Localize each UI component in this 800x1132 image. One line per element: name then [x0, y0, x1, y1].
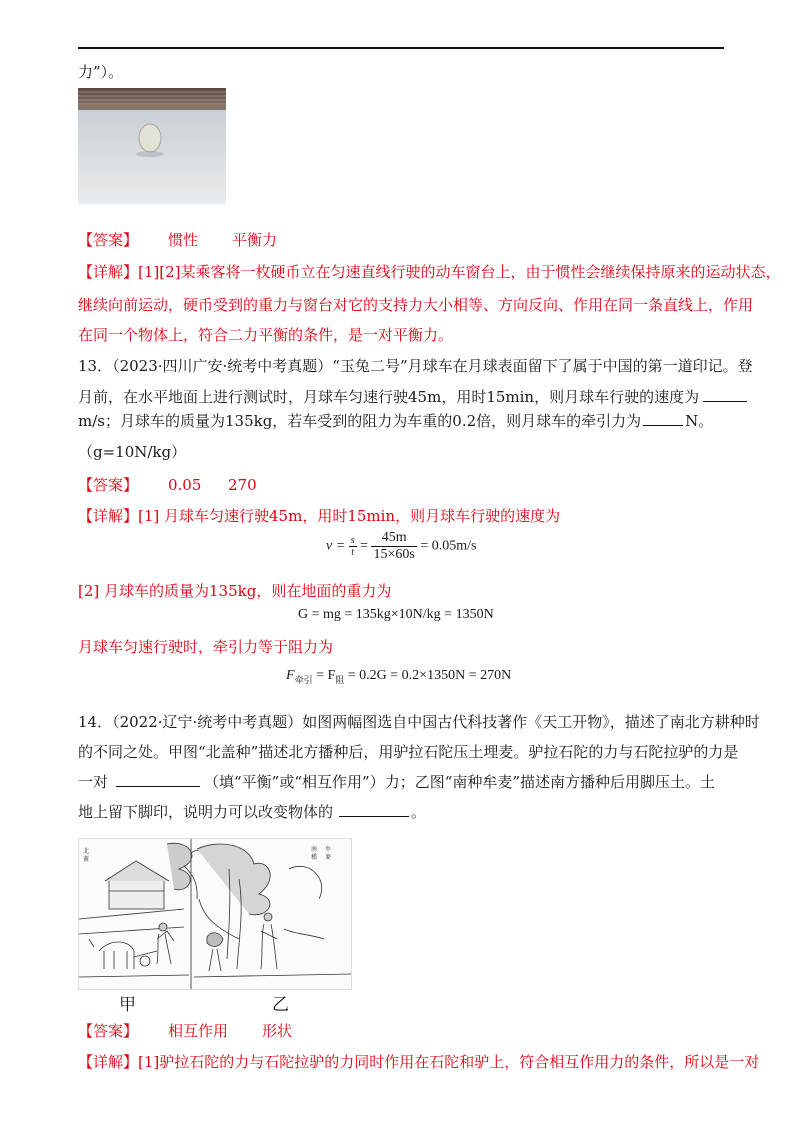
velocity-formula: v = $\frac{s}{t}$ = $\frac{45m}{15\times 60s}$ = 0.05m/s — [326, 530, 477, 562]
svg-text:種: 種 — [311, 854, 318, 861]
q13-answer-row — [78, 475, 138, 495]
q12-answer-row — [78, 230, 138, 250]
caption-yi: 乙 — [272, 995, 289, 1015]
q12-answer-1: 惯性 — [168, 231, 199, 249]
q14-stem-line3: 一对 （填“平衡”或“相互作用”）力；乙图“南种牟麦”描述南方播种后用脚压土。土 — [78, 773, 716, 791]
q14-answer-2: 形状 — [262, 1022, 293, 1040]
caption-jia: 甲 — [119, 995, 136, 1015]
answer-label: 【答案】 — [78, 231, 139, 249]
answer-label: 【答案】 — [78, 476, 139, 494]
q14-stem-line2: 的不同之处。甲图“北盖种”描述北方播种后，用驴拉石陀压土埋麦。驴拉石陀的力与石陀拉驴的力是 — [78, 743, 739, 761]
q14-detail-line1: 【详解】[1]驴拉石陀的力与石陀拉驴的力同时作用在石陀和驴上，符合相互作用力的条件，所以是一对 — [78, 1053, 760, 1071]
q13-answer-1: 0.05 — [168, 476, 202, 494]
svg-text:南: 南 — [311, 846, 318, 853]
q14-answer-row — [78, 1021, 138, 1041]
gravity-formula: G = mg = 135kg×10N/kg = 1350N — [298, 607, 494, 622]
q13-stem-line3: m/s；月球车的质量为135kg，若车受到的阻力为车重的0.2倍，则月球车的牵引力为 N。 — [78, 412, 714, 430]
svg-text:蓋: 蓋 — [83, 856, 90, 863]
answer-blank[interactable] — [643, 411, 683, 426]
answer-blank[interactable] — [116, 772, 200, 787]
answer-blank[interactable] — [339, 802, 409, 817]
q13-detail-2: [2] 月球车的质量为135kg，则在地面的重力为 — [78, 582, 392, 600]
q13-answer-2: 270 — [228, 476, 257, 494]
q14-answer-1: 相互作用 — [168, 1022, 229, 1040]
q13-detail-1: 【详解】[1] 月球车匀速行驶45m，用时15min，则月球车行驶的速度为 — [78, 507, 561, 525]
q14-stem-line4: 地上留下脚印，说明力可以改变物体的 。 — [78, 803, 427, 821]
q13-stem-line2: 月前，在水平地面上进行测试时，月球车匀速行驶45m，用时15min，则月球车行驶的速度为 — [78, 387, 747, 407]
q13-stem-line1: 13．（2023·四川广安·统考中考真题）“玉兔二号”月球车在月球表面留下了属于中国的第一道印记。登 — [78, 357, 753, 375]
answer-label: 【答案】 — [78, 1022, 139, 1040]
continued-text: 力”）。 — [78, 63, 124, 81]
q14-stem-line1: 14．（2022·辽宁·统考中考真题）如图两幅图选自中国古代科技著作《天工开物》，描述了南北方耕种时 — [78, 713, 760, 731]
answer-blank[interactable] — [703, 387, 747, 402]
header-rule — [78, 47, 724, 49]
q12-detail-line1: 【详解】[1][2]某乘客将一枚硬币立在匀速直线行驶的动车窗台上，由于惯性会继续保持原来的运动状态， — [78, 263, 781, 281]
svg-text:牟: 牟 — [325, 846, 332, 853]
tiangong-kaiwu-illustration — [78, 838, 352, 990]
q12-detail-line2: 继续向前运动，硬币受到的重力与窗台对它的支持力大小相等、方向反向、作用在同一条直线上，作用 — [78, 296, 754, 314]
q13-detail-3: 月球车匀速行驶时，牵引力等于阻力为 — [78, 638, 334, 656]
q12-detail-line3: 在同一个物体上，符合二力平衡的条件，是一对平衡力。 — [78, 326, 454, 344]
traction-formula: $F_{牵引} = F_阻 = 0.2G = 0.2\times 1350N = 270N$ — [286, 668, 512, 685]
svg-text:北: 北 — [83, 848, 90, 855]
coin-on-windowsill-photo — [78, 88, 226, 204]
q12-answer-2: 平衡力 — [232, 231, 278, 249]
svg-text:麥: 麥 — [325, 854, 332, 861]
q13-given: （g=10N/kg） — [78, 443, 187, 461]
